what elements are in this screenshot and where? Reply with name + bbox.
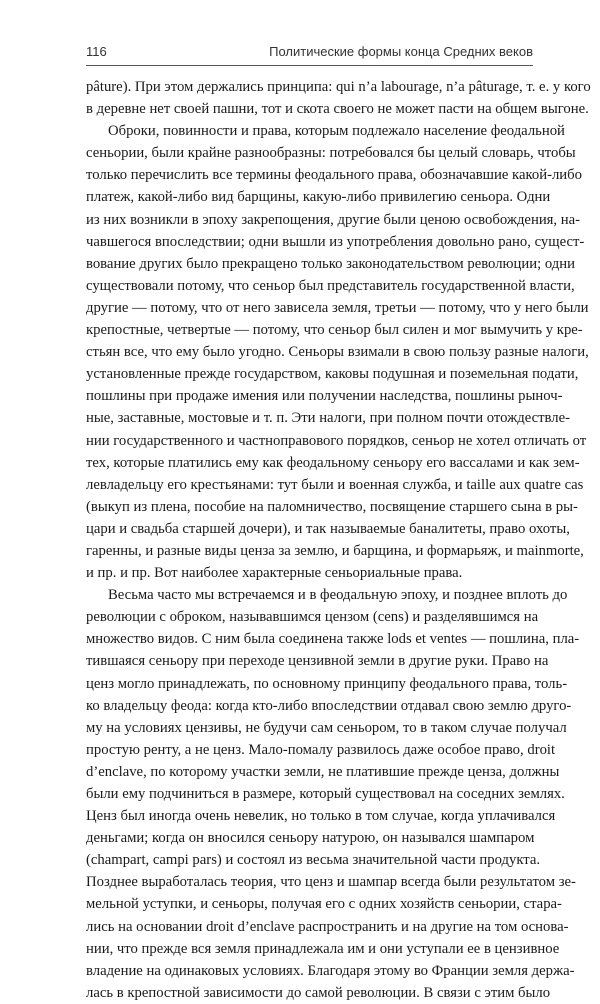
text-line: стьян все, что ему было угодно. Сеньоры взимали в свою пользу разные налоги, (86, 344, 589, 361)
text-line: (champart, campi pars) и состоял из весьма значительной части продукта. (86, 852, 541, 869)
text-line: и пр. и пр. Вот наиболее характерные сеньориальные права. (86, 565, 463, 582)
text-line: установленные прежде государством, каковы подушная и поземельная подати, (86, 366, 579, 383)
text-line: были ему подчиниться в размере, который существовал на соседних землях. (86, 786, 565, 802)
text-line: нии, что прежде вся земля принадлежала им и они уступали ее в цензивное (86, 940, 560, 957)
text-line: мельной уступки, и сеньоры, получая его с одних хозяйств сеньории, стара- (86, 896, 562, 913)
text-line: нии государственного и частноправового порядков, сеньор не хотел отличать от (86, 432, 587, 449)
text-line: тех, которые платились ему как феодальному сеньору его вассалами и как зем- (86, 454, 580, 471)
text-line: ко владельцу феода: когда кто-либо впоследствии отдавал свою землю друго- (86, 697, 572, 714)
text-line: простую ренту, а не ценз. Мало-помалу развилось даже особое право, droit (86, 741, 556, 758)
header-rule (86, 65, 533, 66)
text-line: Оброки, повинности и права, которым подлежало население феодальной (108, 123, 565, 140)
paragraph (86, 120, 589, 584)
paragraph (86, 584, 580, 1004)
page-number: 116 (86, 44, 107, 59)
text-line: цари и свадьба старшей дочери), и так называемые баналитеты, право охоты, (86, 520, 570, 537)
text-line: множество видов. С ним была соединена также lods et ventes — пошлина, пла- (86, 631, 580, 648)
text-line: ные, заставные, мостовые и т. п. Эти налоги, при полном почти отождествле- (86, 410, 571, 427)
text-line: Ценз был иногда очень невелик, но только в том случае, когда уплачивался (86, 808, 556, 825)
paragraph (86, 76, 591, 120)
text-line: деньгами; когда он вносился сеньору натурою, он назывался шампаром (86, 830, 535, 847)
text-line: гаренны, и разные виды ценза за землю, и барщина, и формарьяж, и mainmorte, (86, 542, 584, 559)
text-line: ценз могло принадлежать, по основному принципу феодального права, толь- (86, 675, 568, 692)
text-line: другие — потому, что от него зависела земля, третьи — потому, что у него были (86, 299, 589, 316)
text-line: (выкуп из плена, пособие на паломничество, посвящение старшего сына в ры- (86, 498, 578, 515)
text-line: из них возникли в эпоху закрепощения, другие были ценою освобождения, на- (86, 211, 581, 228)
text-line: чавшегося впоследствии; одни вышли из употребления довольно рано, сущест- (86, 233, 585, 250)
text-line: в деревне нет своей пашни, тот и скота своего не может пасти на общем выгоне. (86, 101, 589, 118)
text-line: Позднее выработалась теория, что ценз и шампар всегда были результатом зе- (86, 874, 576, 891)
text-line: му на условиях цензивы, не будучи сам сеньором, то в таком случае получал (86, 719, 567, 736)
running-title: Политические формы конца Средних веков (269, 44, 533, 59)
text-line: тившаяся сеньору при переходе цензивной земли в другие руки. Право на (86, 653, 549, 670)
running-head (86, 0, 533, 59)
text-line: d’enclave, по которому участки земли, не платившие прежде ценза, должны (86, 763, 560, 780)
text-line: левладельцу его крестьянами: тут были и военная служба, и taille aux quatre cas (86, 476, 584, 493)
text-line: только перечислить все термины феодального права, обозначавшие какой-либо (86, 167, 582, 184)
text-line: владение на одинаковых условиях. Благодаря этому во Франции земля держа- (86, 962, 575, 979)
text-line: сеньории, были крайне разнообразны: потребовался бы целый словарь, чтобы (86, 145, 576, 162)
text-line: пошлины при продаже имения или получении наследства, пошлины рыноч- (86, 388, 563, 405)
text-line: лась в крепостной зависимости до самой революции. В связи с этим было (86, 984, 551, 1001)
text-line: платеж, какой-либо вид барщины, какую-либо привилегию сеньора. Одни (86, 189, 551, 206)
text-line: революции с оброком, называвшимся цензом (cens) и разделявшимся на (86, 609, 539, 626)
text-line: крепостные, четвертые — потому, что сеньор был силен и мог вымучить у кре- (86, 322, 583, 339)
text-line: вование других было прекращено только законодательством революции; одни (86, 255, 575, 272)
text-line: лись на основании droit d’enclave распространить и на другие на том основа- (86, 918, 569, 935)
text-line: pâture). При этом держались принципа: qui n’a labourage, n’a pâturage, т. е. у кого (86, 79, 591, 95)
body-text (86, 76, 591, 1004)
text-line: Весьма часто мы встречаемся и в феодальную эпоху, и позднее вплоть до (108, 587, 568, 604)
text-line: существовали потому, что сеньор был представитель государственной власти, (86, 277, 575, 294)
